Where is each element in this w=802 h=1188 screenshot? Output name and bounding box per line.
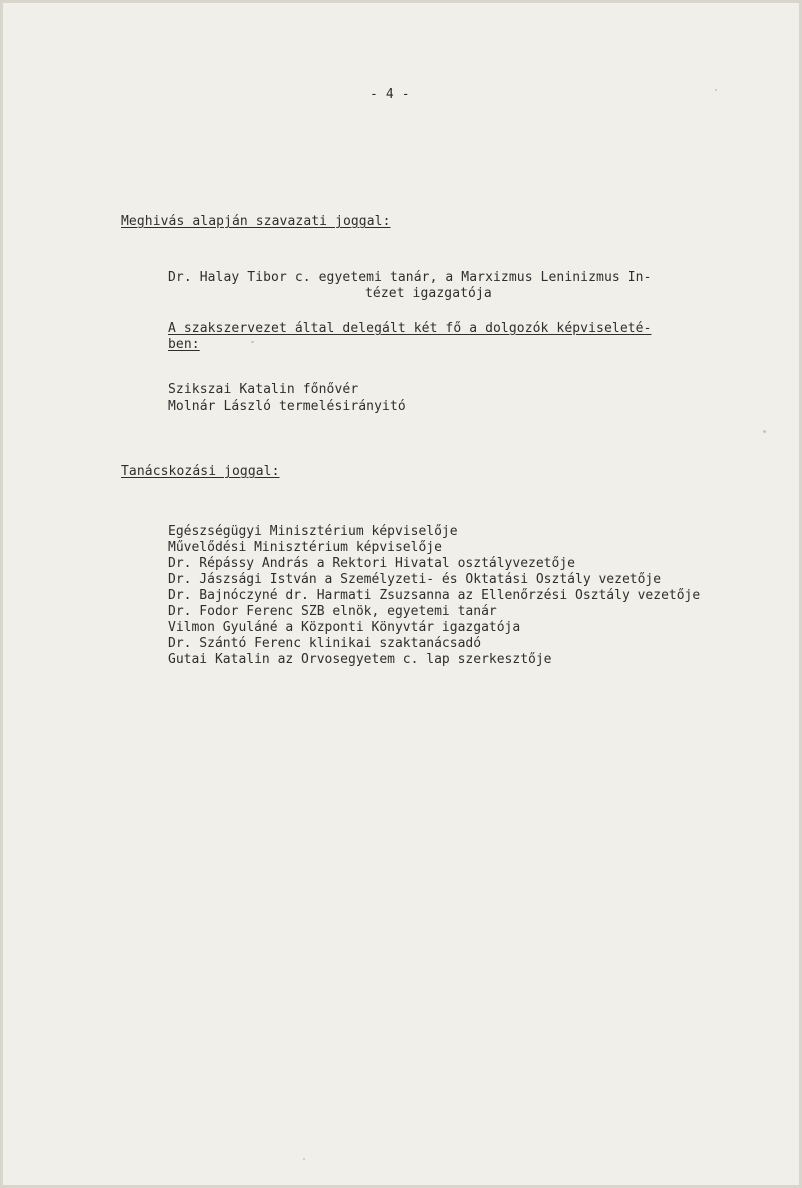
advisory-member: Egészségügyi Minisztérium képviselője [168, 524, 458, 539]
advisory-member: Dr. Jászsági István a Személyzeti- és Oktatási Osztály vezetője [168, 572, 662, 587]
voting-member-line-1: Dr. Halay Tibor c. egyetemi tanár, a Marxizmus Leninizmus In- [168, 270, 652, 285]
advisory-rights-heading: Tanácskozási joggal: [121, 464, 280, 479]
voting-rights-heading: Meghivás alapján szavazati joggal: [121, 214, 391, 229]
union-delegate: Molnár László termelésirányitó [168, 399, 406, 414]
paper-speck [763, 430, 766, 433]
advisory-member: Dr. Szántó Ferenc klinikai szaktanácsadó [168, 636, 482, 651]
advisory-member: Művelődési Minisztérium képviselője [168, 540, 442, 555]
advisory-member: Gutai Katalin az Orvosegyetem c. lap szerkesztője [168, 652, 552, 667]
paper-speck [715, 89, 717, 91]
paper-speck [251, 341, 254, 343]
union-delegates-heading-line-1: A szakszervezet által delegált két fő a dolgozók képviseleté- [168, 321, 652, 336]
advisory-member: Vilmon Gyuláné a Központi Könyvtár igazgatója [168, 620, 521, 635]
advisory-member: Dr. Répássy András a Rektori Hivatal osztályvezetője [168, 556, 575, 571]
voting-member-line-2: tézet igazgatója [365, 286, 492, 301]
paper-speck [303, 1158, 305, 1160]
union-delegates-heading-line-2: ben: [168, 337, 200, 352]
advisory-members-list [168, 524, 700, 668]
advisory-member: Dr. Fodor Ferenc SZB elnök, egyetemi tanár [168, 604, 497, 619]
page-number: - 4 - [370, 87, 410, 102]
advisory-member: Dr. Bajnóczyné dr. Harmati Zsuzsanna az Ellenőrzési Osztály vezetője [168, 588, 701, 603]
union-delegate: Szikszai Katalin főnővér [168, 382, 359, 397]
